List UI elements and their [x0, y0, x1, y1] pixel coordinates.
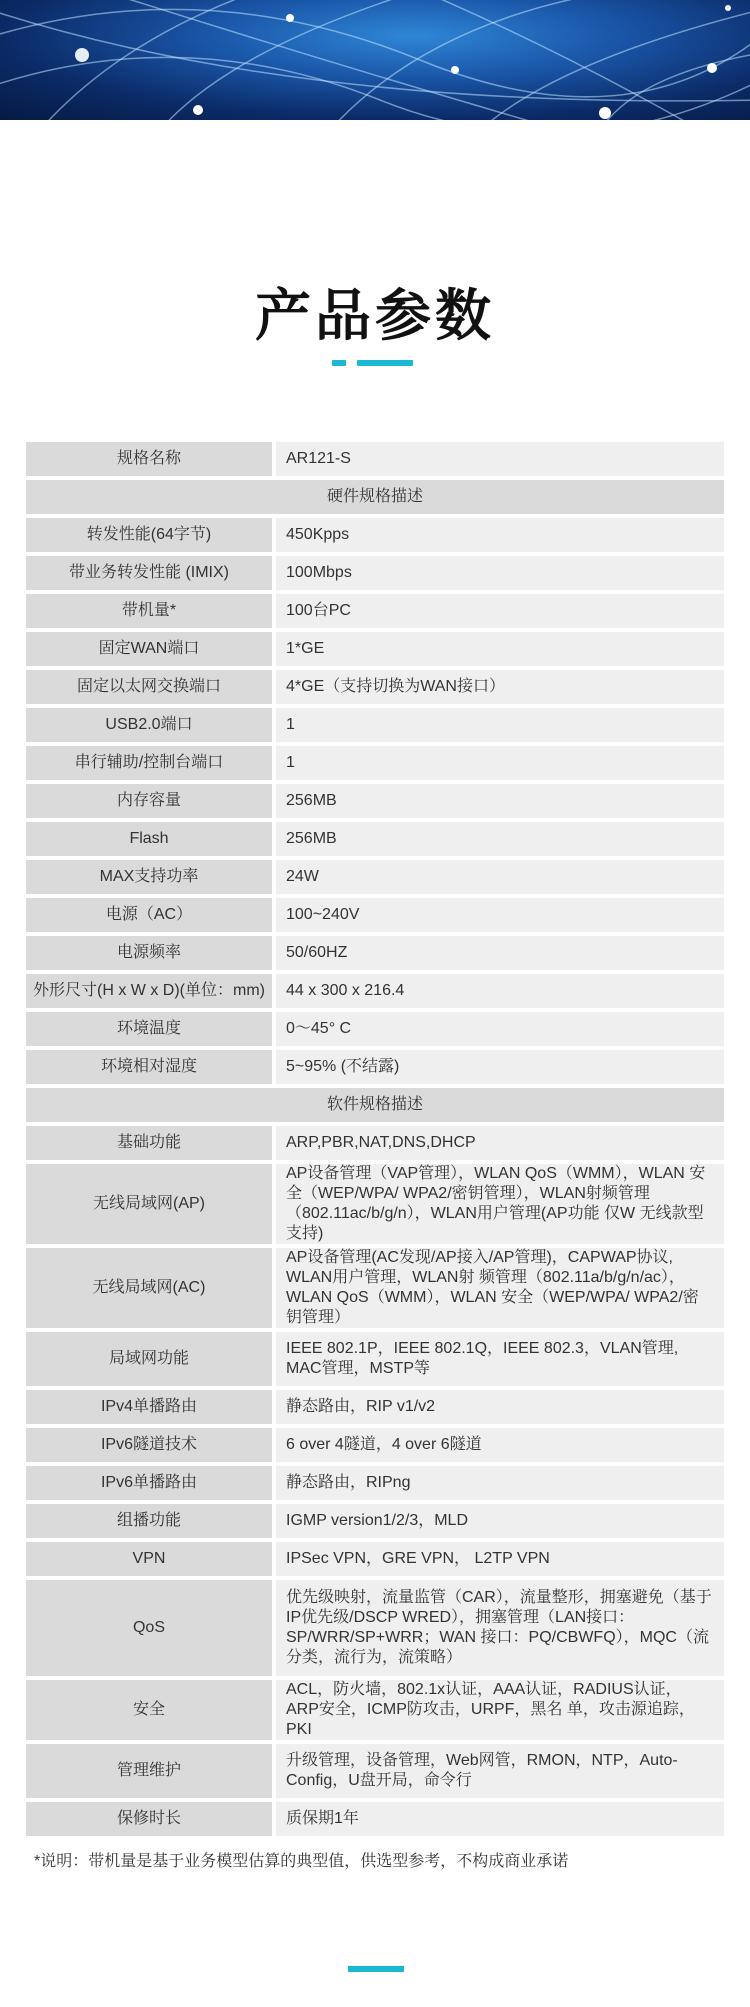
spec-value: 256MB: [276, 784, 724, 818]
spec-row: [26, 1744, 724, 1798]
spec-value: 升级管理，设备管理，Web网管，RMON，NTP，Auto-Config，U盘开局，命令行: [276, 1744, 724, 1798]
spec-row: [26, 1332, 724, 1386]
spec-row: [26, 1580, 724, 1676]
spec-row: [26, 708, 724, 742]
spec-row: [26, 1012, 724, 1046]
section-title: 硬件规格描述: [26, 480, 724, 514]
spec-label: 环境相对湿度: [26, 1050, 276, 1084]
spec-value: 100Mbps: [276, 556, 724, 590]
spec-value: 450Kpps: [276, 518, 724, 552]
spec-row: [26, 594, 724, 628]
spec-label: IPv6单播路由: [26, 1466, 276, 1500]
spec-label: 无线局域网(AP): [26, 1164, 276, 1244]
spec-value: 1: [276, 746, 724, 780]
spec-value: 4*GE（支持切换为WAN接口）: [276, 670, 724, 704]
spec-label: 电源（AC）: [26, 898, 276, 932]
spec-label: VPN: [26, 1542, 276, 1576]
title-accent-short: [332, 360, 346, 366]
spec-value: 1: [276, 708, 724, 742]
section-header: [26, 1088, 724, 1122]
spec-value: 优先级映射，流量监管（CAR），流量整形，拥塞避免（基于IP优先级/DSCP WRED），拥塞管理（LAN接口：SP/WRR/SP+WRR；WAN 接口：PQ/CBWFQ），MQC（流分类，流行为，流策略）: [276, 1580, 724, 1676]
spec-value: 44 x 300 x 216.4: [276, 974, 724, 1008]
spec-value: 静态路由，RIP v1/v2: [276, 1390, 724, 1424]
spec-value: 静态路由，RIPng: [276, 1466, 724, 1500]
spec-value: AR121-S: [276, 442, 724, 476]
spec-label: 基础功能: [26, 1126, 276, 1160]
spec-row: [26, 1680, 724, 1740]
spec-value: ARP,PBR,NAT,DNS,DHCP: [276, 1126, 724, 1160]
spec-value: 256MB: [276, 822, 724, 856]
spec-value: IGMP version1/2/3，MLD: [276, 1504, 724, 1538]
spec-row: [26, 1802, 724, 1836]
spec-row: [26, 556, 724, 590]
spec-value: 50/60HZ: [276, 936, 724, 970]
spec-value: IPSec VPN，GRE VPN， L2TP VPN: [276, 1542, 724, 1576]
spec-row: [26, 1050, 724, 1084]
spec-label: 固定WAN端口: [26, 632, 276, 666]
spec-value: 6 over 4隧道，4 over 6隧道: [276, 1428, 724, 1462]
spec-row: [26, 1428, 724, 1462]
spec-row: [26, 632, 724, 666]
spec-row: [26, 1164, 724, 1244]
title-accent-long: [357, 360, 413, 366]
spec-label: USB2.0端口: [26, 708, 276, 742]
spec-table: [26, 438, 724, 1840]
spec-value: 100台PC: [276, 594, 724, 628]
spec-row: [26, 860, 724, 894]
spec-label: MAX支持功率: [26, 860, 276, 894]
spec-row: [26, 1466, 724, 1500]
spec-label: 规格名称: [26, 442, 276, 476]
spec-row: [26, 1542, 724, 1576]
spec-label: 带机量*: [26, 594, 276, 628]
spec-row: [26, 670, 724, 704]
spec-row: [26, 1126, 724, 1160]
spec-label: QoS: [26, 1580, 276, 1676]
spec-label: 安全: [26, 1680, 276, 1740]
spec-value: 24W: [276, 860, 724, 894]
spec-row: [26, 1248, 724, 1328]
spec-row: [26, 822, 724, 856]
spec-row: [26, 518, 724, 552]
header-banner: [0, 0, 750, 120]
spec-row: [26, 1390, 724, 1424]
spec-value: 5~95% (不结露): [276, 1050, 724, 1084]
spec-value: AP设备管理（VAP管理），WLAN QoS（WMM），WLAN 安全（WEP/WPA/ WPA2/密钥管理），WLAN射频管理（802.11ac/b/g/n），WLAN用户管理(AP功能 仅W 无线款型支持): [276, 1164, 724, 1244]
spec-value: 100~240V: [276, 898, 724, 932]
spec-label: 环境温度: [26, 1012, 276, 1046]
spec-label: Flash: [26, 822, 276, 856]
spec-value: 1*GE: [276, 632, 724, 666]
section-header: [26, 480, 724, 514]
spec-label: 电源频率: [26, 936, 276, 970]
spec-row: [26, 784, 724, 818]
spec-value: IEEE 802.1P，IEEE 802.1Q，IEEE 802.3，VLAN管理, MAC管理，MSTP等: [276, 1332, 724, 1386]
spec-label: 局域网功能: [26, 1332, 276, 1386]
spec-label: 外形尺寸(H x W x D)(单位：mm): [26, 974, 276, 1008]
spec-label: 管理维护: [26, 1744, 276, 1798]
footer-accent: [348, 1966, 404, 1972]
spec-label: IPv4单播路由: [26, 1390, 276, 1424]
spec-row: [26, 936, 724, 970]
spec-label: 内存容量: [26, 784, 276, 818]
spec-row: [26, 442, 724, 476]
spec-label: 组播功能: [26, 1504, 276, 1538]
page-title: 产品参数: [255, 284, 495, 347]
spec-label: IPv6隧道技术: [26, 1428, 276, 1462]
spec-label: 带业务转发性能 (IMIX): [26, 556, 276, 590]
spec-label: 无线局域网(AC): [26, 1248, 276, 1328]
spec-value: ACL，防火墙，802.1x认证，AAA认证，RADIUS认证，ARP安全，ICMP防攻击，URPF，黑名 单，攻击源追踪，PKI: [276, 1680, 724, 1740]
spec-row: [26, 974, 724, 1008]
spec-row: [26, 898, 724, 932]
spec-label: 转发性能(64字节): [26, 518, 276, 552]
spec-row: [26, 1504, 724, 1538]
section-title: 软件规格描述: [26, 1088, 724, 1122]
spec-value: 质保期1年: [276, 1802, 724, 1836]
spec-label: 保修时长: [26, 1802, 276, 1836]
spec-value: 0～45° C: [276, 1012, 724, 1046]
spec-label: 串行辅助/控制台端口: [26, 746, 276, 780]
spec-label: 固定以太网交换端口: [26, 670, 276, 704]
spec-value: AP设备管理(AC发现/AP接入/AP管理)，CAPWAP协议, WLAN用户管理，WLAN射 频管理（802.11a/b/g/n/ac），WLAN QoS（WMM），WLAN 安全（WEP/WPA/ WPA2/密钥管理）: [276, 1248, 724, 1328]
spec-row: [26, 746, 724, 780]
globe-network-graphic: [0, 0, 750, 120]
footnote: *说明：带机量是基于业务模型估算的典型值，供选型参考，不构成商业承诺: [34, 1853, 569, 1870]
